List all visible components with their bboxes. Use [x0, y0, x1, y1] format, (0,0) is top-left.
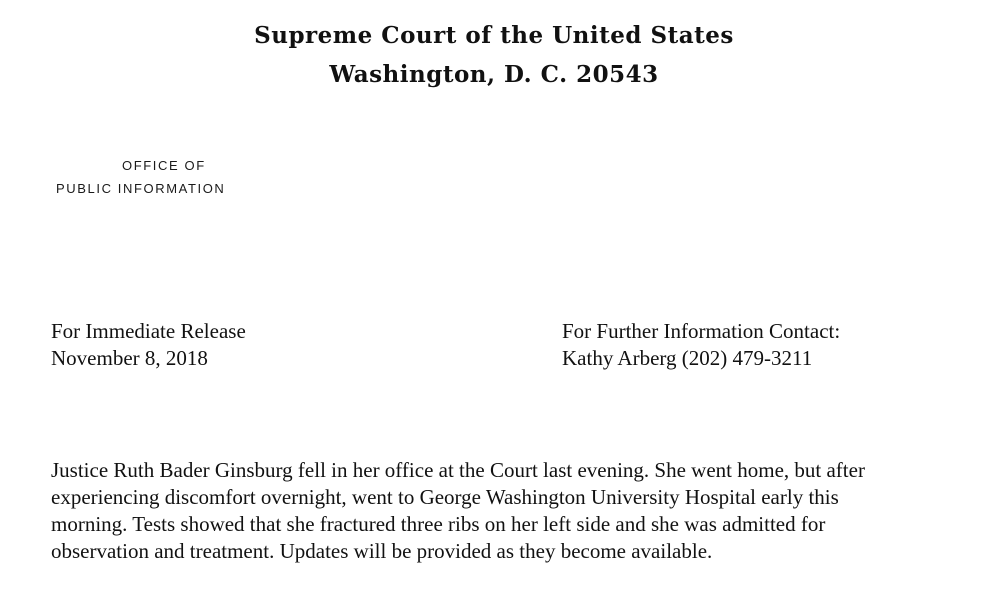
- body-line: Justice Ruth Bader Ginsburg fell in her office at the Court last evening. She went home, but after: [51, 458, 865, 482]
- press-release-body: [51, 457, 956, 565]
- release-date: November 8, 2018: [51, 346, 208, 370]
- release-block: [51, 318, 246, 372]
- contact-block: [562, 318, 840, 372]
- court-address: Washington, D. C. 20543: [329, 61, 659, 88]
- office-label-line1: OFFICE OF: [122, 158, 206, 173]
- office-label-line2: PUBLIC INFORMATION: [56, 181, 226, 196]
- release-label: For Immediate Release: [51, 319, 246, 343]
- contact-name-phone: Kathy Arberg (202) 479-3211: [562, 346, 813, 370]
- contact-label: For Further Information Contact:: [562, 319, 841, 343]
- body-line: observation and treatment. Updates will be provided as they become available.: [51, 539, 713, 563]
- court-name-heading: Supreme Court of the United States: [254, 22, 734, 49]
- body-line: morning. Tests showed that she fractured three ribs on her left side and she was admitted for: [51, 512, 826, 536]
- body-line: experiencing discomfort overnight, went to George Washington University Hospital early this: [51, 485, 839, 509]
